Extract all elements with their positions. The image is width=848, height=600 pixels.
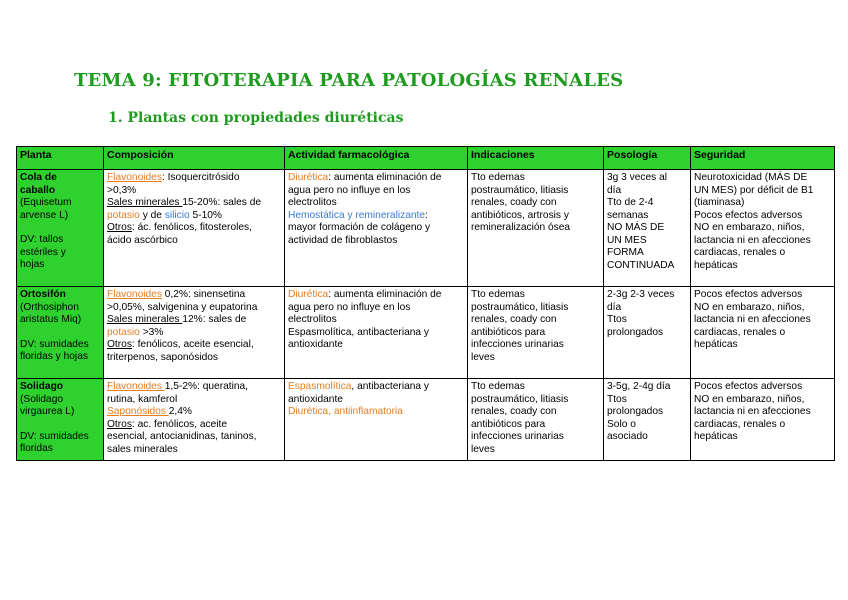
activity-text: Espasmolítica, antibacteriana y [288, 326, 429, 338]
header-indicaciones: Indicaciones [468, 147, 604, 170]
activity-text: antioxidante [288, 339, 343, 350]
posology-line: día [607, 184, 622, 196]
activity-text: : aumenta eliminación de [328, 289, 442, 300]
plant-drug-part: floridas y hojas [20, 351, 88, 362]
diuretica-label: Diurética, antiinflamatoria [288, 406, 403, 417]
plant-scientific-name: virgaurea L) [20, 406, 75, 417]
activity-text: mayor formación de colágeno y [288, 222, 431, 233]
plant-cell [17, 287, 104, 379]
composition-cell [104, 379, 285, 461]
diuretica-label: Diurética [288, 289, 329, 300]
composition-text: 5-10% [189, 209, 222, 221]
composition-text: >0,3% [107, 184, 137, 196]
activity-cell [285, 379, 468, 461]
safety-cell [691, 379, 835, 461]
header-posologia: Posología [604, 147, 691, 170]
indication-line: leves [471, 443, 495, 455]
sales-label: Sales minerales [107, 314, 183, 325]
indication-line: remineralización ósea [471, 222, 571, 233]
composition-text: : ac. fenólicos, aceite [131, 418, 228, 430]
indication-line: postraumático, litiasis [471, 301, 569, 313]
activity-text: electrolitos [288, 197, 337, 208]
indications-cell [468, 379, 604, 461]
posology-line: 3-5g, 2-4g día [607, 381, 671, 392]
composition-text: : Isoquercitrósido [161, 172, 240, 183]
composition-cell [104, 287, 285, 379]
plant-cell [17, 170, 104, 287]
indication-line: renales, coady con [471, 314, 557, 325]
indications-cell [468, 170, 604, 287]
safety-line: hepáticas [694, 339, 738, 350]
composition-text: 0,2%: sinensetina [161, 289, 246, 300]
activity-cell [285, 170, 468, 287]
indication-line: postraumático, litiasis [471, 184, 569, 196]
table-header-row [17, 147, 835, 170]
composition-text: ácido ascórbico [107, 234, 178, 246]
activity-text: antioxidante [288, 393, 343, 405]
header-seguridad: Seguridad [691, 147, 835, 170]
composition-text: triterpenos, saponósidos [107, 351, 218, 363]
safety-line: NO en embarazo, niños, [694, 222, 805, 233]
plant-scientific-name: (Solidago [20, 393, 64, 405]
plant-drug-part: hojas [20, 259, 45, 270]
safety-line: hepáticas [694, 259, 738, 271]
posology-line: Ttos [607, 314, 627, 325]
header-composicion: Composición [104, 147, 285, 170]
plant-scientific-name: arvense L) [20, 209, 69, 221]
indication-line: renales, coady con [471, 197, 557, 208]
composition-text: 2,4% [168, 406, 192, 417]
posology-line: 2-3g 2-3 veces [607, 289, 675, 300]
silicio-term: silicio [164, 209, 190, 221]
plants-table [16, 146, 835, 461]
safety-line: Pocos efectos adversos [694, 209, 803, 221]
header-planta: Planta [17, 147, 104, 170]
sales-label: Sales minerales [107, 197, 183, 208]
indication-line: leves [471, 351, 495, 363]
safety-line: Pocos efectos adversos [694, 381, 803, 392]
composition-text: rutina, kamferol [107, 393, 178, 405]
composition-text: >3% [139, 326, 164, 338]
posology-line: Solo o [607, 418, 636, 430]
plant-drug-part: floridas [20, 443, 53, 454]
safety-line: lactancia ni en afecciones [694, 234, 811, 246]
page-title: TEMA 9: FITOTERAPIA PARA PATOLOGÍAS RENALES [74, 70, 624, 91]
activity-cell [285, 287, 468, 379]
posology-cell [604, 379, 691, 461]
safety-cell [691, 287, 835, 379]
indication-line: antibióticos para [471, 418, 546, 430]
flavonoides-label: Flavonoides [107, 381, 165, 392]
composition-text: 15-20%: sales de [182, 197, 262, 208]
safety-line: cardiacas, renales o [694, 247, 786, 258]
posology-line: prolongados [607, 406, 664, 417]
diuretica-label: Diurética [288, 172, 329, 183]
indications-cell [468, 287, 604, 379]
composition-text: esencial, antocianidinas, taninos, [107, 431, 257, 442]
plant-scientific-name: (Equisetum [20, 197, 72, 208]
activity-text: agua pero no influye en los [288, 184, 411, 196]
section-subtitle: 1. Plantas con propiedades diuréticas [108, 110, 404, 126]
indication-line: infecciones urinarias [471, 339, 564, 350]
otros-label: Otros [107, 418, 132, 430]
activity-text: electrolitos [288, 314, 337, 325]
plant-drug-part: DV: sumidades [20, 430, 89, 442]
composition-text: >0,05%, salvigenina y eupatorina [107, 301, 258, 313]
composition-text: 1,5-2%: queratina, [164, 381, 249, 392]
activity-text: actividad de fibroblastos [288, 234, 398, 246]
posology-line: FORMA [607, 247, 644, 258]
table-row [17, 170, 835, 287]
indication-line: Tto edemas [471, 381, 525, 392]
indication-line: antibióticos para [471, 326, 546, 338]
indication-line: Tto edemas [471, 289, 525, 300]
plant-name: Ortosifón [20, 289, 66, 300]
posology-line: asociado [607, 431, 648, 442]
safety-line: NO en embarazo, niños, [694, 301, 805, 313]
header-actividad: Actividad farmacológica [285, 147, 468, 170]
saponosidos-label: Saponósidos [107, 406, 169, 417]
plant-cell [17, 379, 104, 461]
safety-line: lactancia ni en afecciones [694, 314, 811, 325]
plant-name: caballo [20, 184, 56, 196]
composition-cell [104, 170, 285, 287]
flavonoides-label: Flavonoides [107, 289, 162, 300]
plant-name: Cola de [20, 172, 57, 183]
activity-text: : aumenta eliminación de [328, 172, 442, 183]
safety-line: cardiacas, renales o [694, 326, 786, 338]
posology-line: CONTINUADA [607, 259, 675, 271]
safety-line: UN MES) por déficit de B1 [694, 184, 814, 196]
indication-line: postraumático, litiasis [471, 393, 569, 405]
safety-cell [691, 170, 835, 287]
posology-cell [604, 170, 691, 287]
otros-label: Otros [107, 222, 132, 233]
hemostatica-label: Hemostática y remineralizante [288, 209, 426, 221]
flavonoides-label: Flavonoides [107, 172, 162, 183]
composition-text: 12%: sales de [182, 314, 247, 325]
safety-line: NO en embarazo, niños, [694, 393, 805, 405]
safety-line: hepáticas [694, 431, 738, 442]
table-row [17, 287, 835, 379]
potasio-term: potasio [107, 209, 140, 221]
composition-text: : ác. fenólicos, fitosteroles, [131, 222, 252, 233]
safety-line: (tiaminasa) [694, 197, 745, 208]
safety-line: Neurotoxicidad (MÁS DE [694, 172, 808, 183]
potasio-term: potasio [107, 326, 140, 338]
plant-scientific-name: aristatus Miq) [20, 314, 82, 325]
composition-text: y de [139, 209, 165, 221]
composition-text: : fenólicos, aceite esencial, [131, 339, 254, 350]
indication-line: Tto edemas [471, 172, 525, 183]
safety-line: Pocos efectos adversos [694, 289, 803, 300]
safety-line: cardiacas, renales o [694, 418, 786, 430]
posology-line: Tto de 2-4 [607, 197, 654, 208]
composition-text: sales minerales [107, 443, 178, 455]
otros-label: Otros [107, 339, 132, 350]
activity-text: agua pero no influye en los [288, 301, 411, 313]
plant-drug-part: DV: sumidades [20, 338, 89, 350]
safety-line: lactancia ni en afecciones [694, 406, 811, 417]
posology-line: prolongados [607, 326, 664, 338]
posology-line: Ttos [607, 393, 627, 405]
plant-drug-part: DV: tallos [20, 234, 64, 245]
table-row [17, 379, 835, 461]
espasmolitica-label: Espasmolítica [288, 381, 352, 392]
activity-text: : [425, 209, 428, 221]
indication-line: infecciones urinarias [471, 431, 564, 442]
indication-line: antibióticos, artrosis y [471, 209, 569, 221]
posology-line: NO MÁS DE [607, 222, 665, 233]
posology-line: 3g 3 veces al [607, 172, 668, 183]
indication-line: renales, coady con [471, 406, 557, 417]
plant-name: Solidago [20, 381, 64, 392]
activity-text: , antibacteriana y [351, 381, 430, 392]
plant-drug-part: estériles y [20, 246, 66, 258]
posology-cell [604, 287, 691, 379]
posology-line: UN MES [607, 234, 647, 246]
plant-scientific-name: (Orthosiphon [20, 301, 79, 313]
posology-line: día [607, 301, 622, 313]
posology-line: semanas [607, 209, 649, 221]
